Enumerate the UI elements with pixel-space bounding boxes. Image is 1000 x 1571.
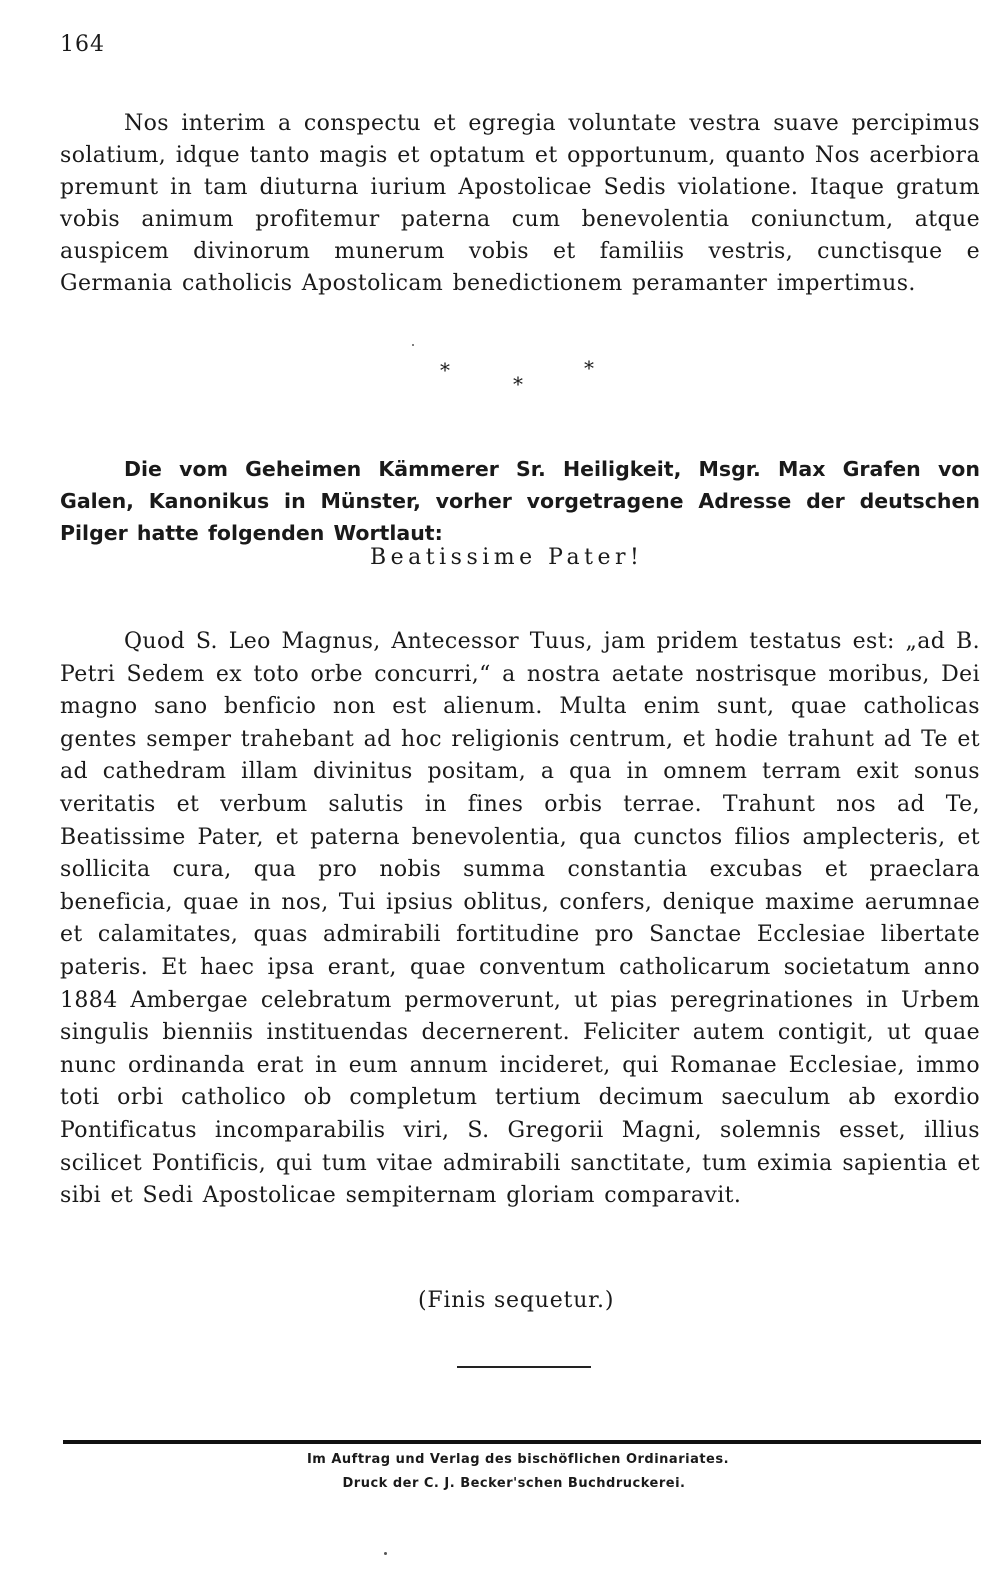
page-number: 164 bbox=[60, 32, 105, 57]
publisher-line: Im Auftrag und Verlag des bischöflichen Ordinariates. bbox=[306, 1452, 730, 1467]
salutation-heading: Beatissime Pater! bbox=[370, 545, 644, 570]
separator-star: * bbox=[513, 372, 523, 396]
print-speck bbox=[384, 1552, 387, 1555]
continuation-note: (Finis sequetur.) bbox=[418, 1288, 615, 1313]
footer-rule bbox=[63, 1440, 981, 1444]
intro-paragraph: Nos interim a conspectu et egregia voluntate vestra suave percipimus solatium, idque tanto magis et optatum et opportunum, quanto Nos acerbiora premunt in tam diuturna iurium Apostolicae Sedis violatione. Itaque gratum vobis animum profitemur paterna cum benevolentia coniunctum, atque auspicem divinorum munerum vobis et familiis vestris, cunctisque e Germania catholicis Apostolicam benedictionem peramanter impertimus. bbox=[60, 111, 980, 296]
short-divider bbox=[457, 1366, 591, 1368]
print-speck bbox=[412, 344, 414, 346]
separator-star: * bbox=[440, 358, 450, 382]
german-intro-paragraph: Die vom Geheimen Kämmerer Sr. Heiligkeit, Msgr. Max Grafen von Galen, Kanonikus in Münster, vorher vorgetragene Adresse der deutschen Pilger hatte folgenden Wortlaut: bbox=[60, 456, 980, 545]
section-separator bbox=[0, 350, 1000, 400]
separator-star: * bbox=[584, 356, 594, 380]
printer-line: Druck der C. J. Becker'schen Buchdruckerei. bbox=[342, 1476, 686, 1491]
address-paragraph: Quod S. Leo Magnus, Antecessor Tuus, jam pridem testatus est: „ad B. Petri Sedem ex toto orbe concurri,“ a nostra aetate nostrisque moribus, Dei magno sano benficio non est alienum. Multa enim sunt, quae catholicas gentes semper trahebant ad hoc religionis centrum, et hodie trahunt ad Te et ad cathedram illam divinitus positam, a qua in omnem terram exit sonus veritatis et verbum salutis in fines orbis terrae. Trahunt nos ad Te, Beatissime Pater, et paterna benevolentia, qua cunctos filios amplecteris, et sollicita cura, qua pro nobis summa constantia excubas et praeclara beneficia, quae in nos, Tui ipsius oblitus, confers, denique maxime aerumnae et calamitates, quas admirabili fortitudine pro Sanctae Ecclesiae libertate pateris. Et haec ipsa erant, quae conventum catholicarum societatum anno 1884 Ambergae celebratum permoverunt, ut pias peregrinationes in Urbem singulis bienniis instituendas decernerent. Feliciter autem contigit, ut quae nunc ordinanda erat in eum annum incideret, qui Romanae Ecclesiae, immo toti orbi catholico ob completum tertium decimum saeculum ab exordio Pontificatus incomparabilis viri, S. Gregorii Magni, solemnis esset, illius scilicet Pontificis, qui tum vitae admirabili sanctitate, tum eximia sapientia et sibi et Sedi Apostolicae sempiternam gloriam comparavit. bbox=[60, 629, 980, 1209]
